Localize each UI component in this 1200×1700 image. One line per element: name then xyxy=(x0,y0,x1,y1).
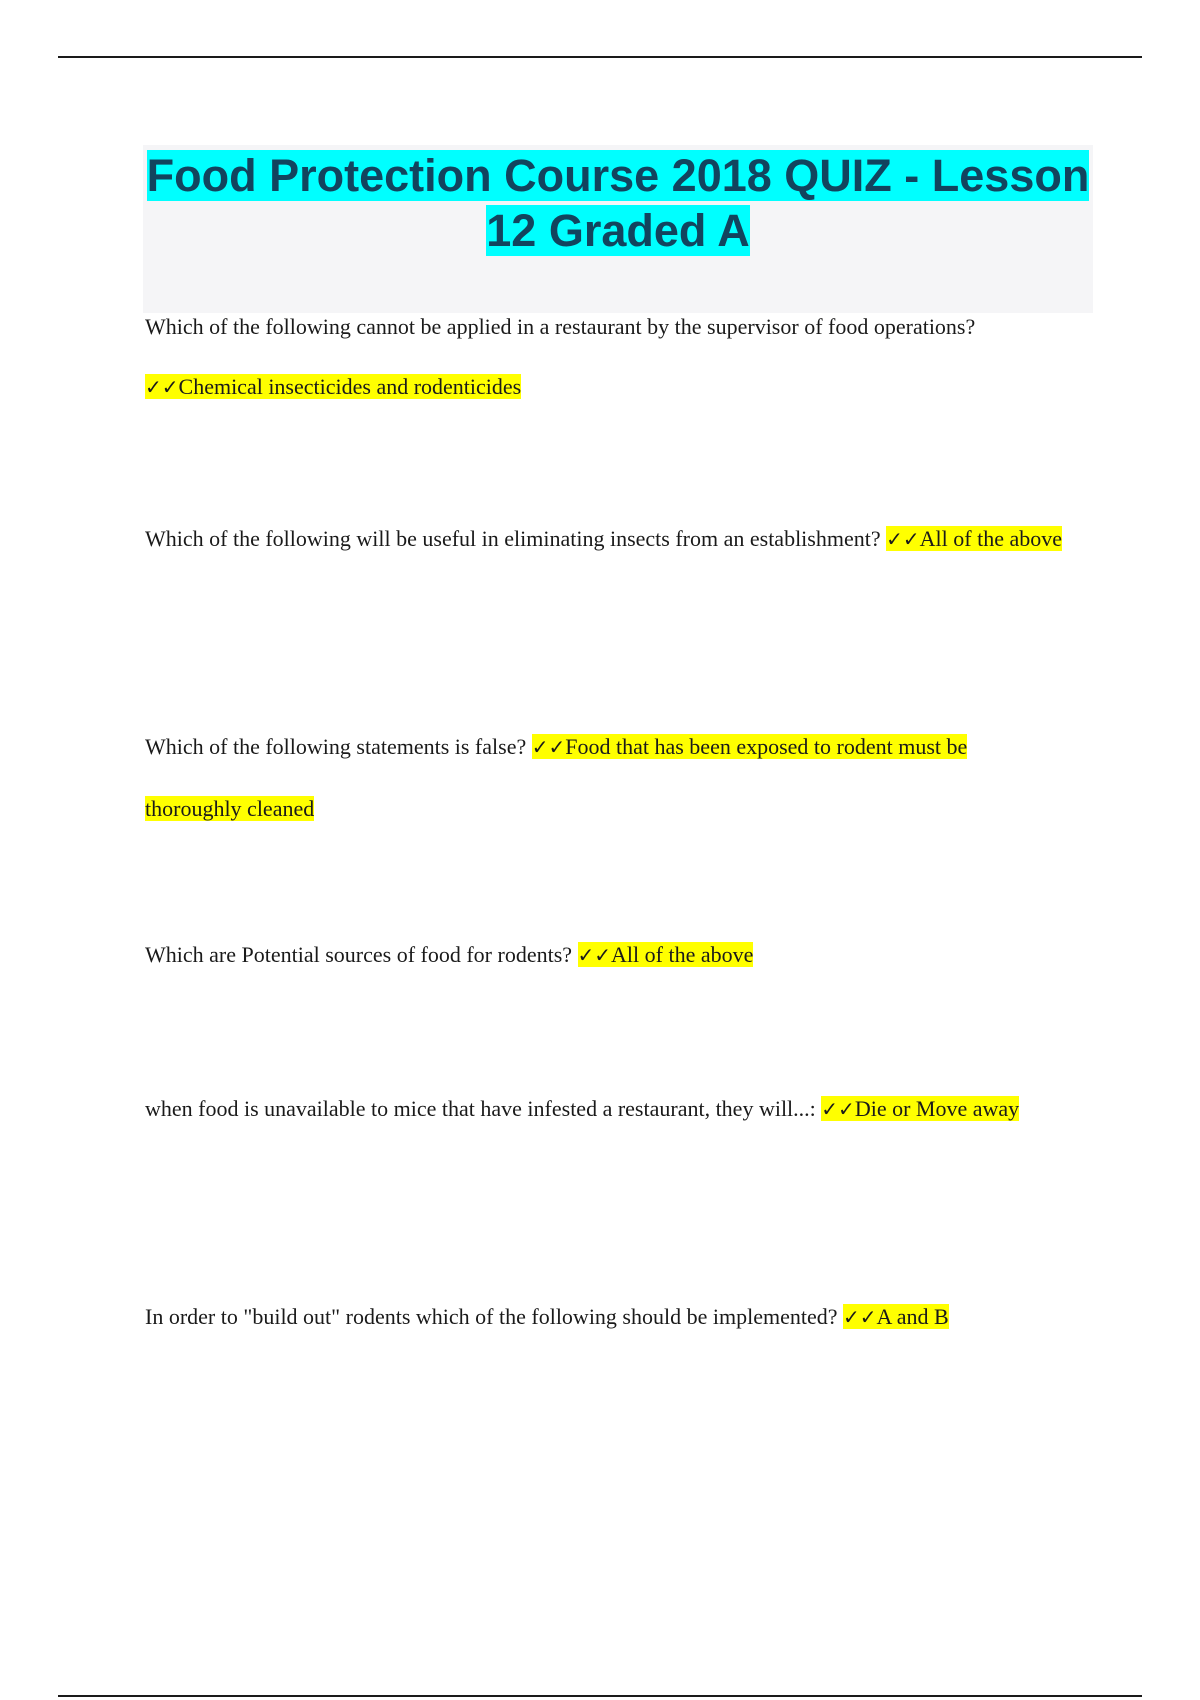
double-check-icon: ✓✓ xyxy=(145,375,179,399)
title-highlight: Food Protection Course 2018 QUIZ - Lesson 12 Graded A xyxy=(146,150,1090,256)
answer-text: Chemical insecticides and rodenticides xyxy=(178,374,522,399)
answer-1 xyxy=(145,356,1065,418)
document-title xyxy=(143,148,1093,258)
question-5 xyxy=(145,1078,1065,1140)
question-3 xyxy=(145,716,1065,839)
bottom-rule xyxy=(58,1695,1142,1697)
answer-text: All of the above xyxy=(919,526,1062,551)
answer-text: A and B xyxy=(876,1304,949,1329)
answer-highlight xyxy=(886,526,1062,551)
question-text: Which are Potential sources of food for rodents? xyxy=(145,942,573,967)
double-check-icon: ✓✓ xyxy=(821,1097,855,1121)
top-rule xyxy=(58,56,1142,58)
double-check-icon: ✓✓ xyxy=(531,735,566,759)
answer-highlight xyxy=(821,1096,1019,1121)
answer-text: All of the above xyxy=(611,942,754,967)
question-text: Which of the following will be useful in eliminating insects from an establishment? xyxy=(145,526,881,551)
question-2 xyxy=(145,508,1065,570)
question-1 xyxy=(145,296,1065,357)
question-4 xyxy=(145,924,1065,986)
double-check-icon: ✓✓ xyxy=(843,1305,877,1329)
question-text: when food is unavailable to mice that have infested a restaurant, they will...: xyxy=(145,1096,816,1121)
double-check-icon: ✓✓ xyxy=(577,943,612,967)
answer-highlight xyxy=(145,374,521,399)
answer-highlight xyxy=(578,942,754,967)
question-6 xyxy=(145,1286,1065,1348)
double-check-icon: ✓✓ xyxy=(886,527,920,551)
question-text: Which of the following cannot be applied in a restaurant by the supervisor of food operations? xyxy=(145,314,976,339)
question-text: In order to "build out" rodents which of the following should be implemented? xyxy=(145,1304,838,1329)
question-text: Which of the following statements is false? xyxy=(145,734,527,759)
answer-text: Die or Move away xyxy=(854,1096,1020,1121)
answer-highlight xyxy=(843,1304,949,1329)
answer-text: Food that has been exposed to rodent must be thoroughly cleaned xyxy=(145,734,968,821)
